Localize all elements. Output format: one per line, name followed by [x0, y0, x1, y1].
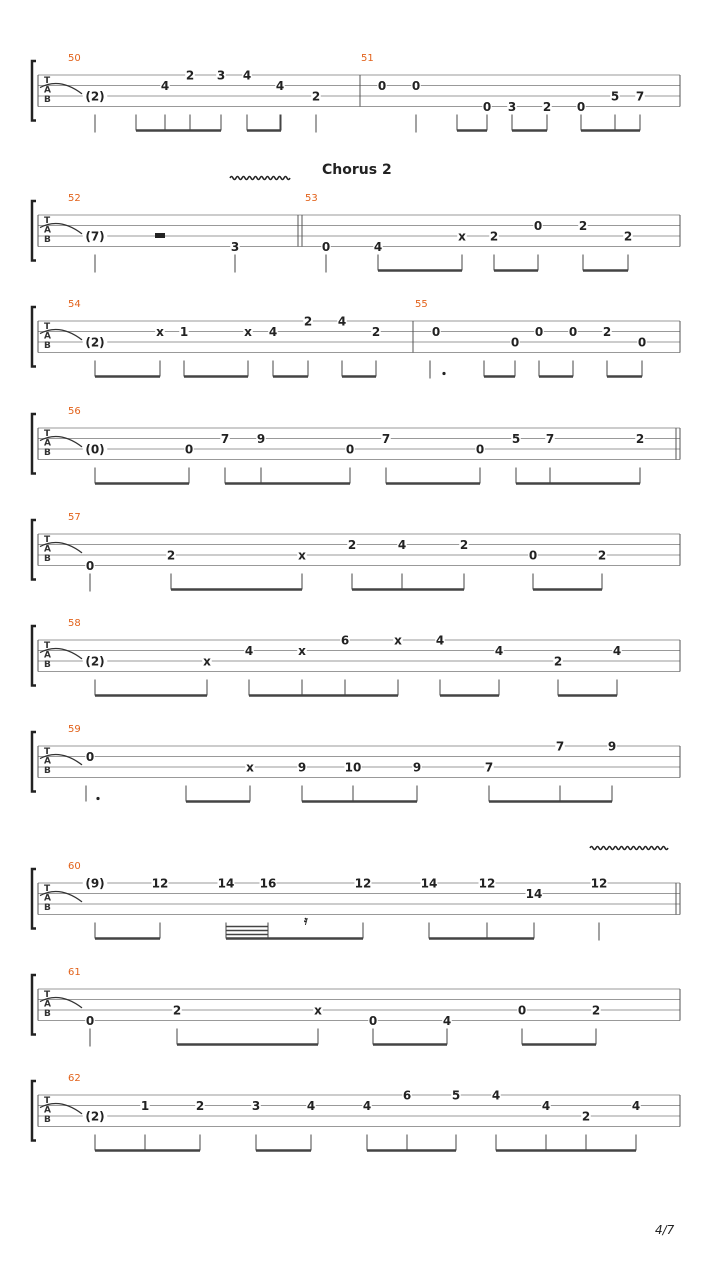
fret-number: 2 — [311, 89, 321, 104]
fret-number: 14 — [420, 876, 438, 891]
tab-clef-letter: B — [44, 1115, 51, 1125]
fret-number: 2 — [581, 1109, 591, 1124]
fret-number: 0 — [411, 79, 421, 93]
fret-number: 0 — [345, 442, 355, 457]
fret-number: x — [203, 654, 211, 669]
measure-number: 51 — [361, 53, 374, 64]
fret-number: 4 — [541, 1099, 551, 1113]
fret-number: 0 — [533, 219, 543, 233]
fret-number: 4 — [491, 1088, 501, 1103]
tab-clef-letter: B — [44, 554, 51, 564]
fret-number: 4 — [268, 325, 278, 339]
tab-clef-letter: B — [44, 235, 51, 245]
fret-number: 4 — [160, 79, 170, 93]
fret-number: 5 — [451, 1088, 461, 1103]
tab-clef-letter: A — [44, 756, 51, 767]
fret-number: 9 — [256, 432, 266, 446]
tab-clef-letter: A — [44, 999, 51, 1010]
system-bracket — [32, 869, 36, 929]
fret-number: 1 — [179, 325, 189, 339]
fret-number: 7 — [381, 432, 391, 446]
tab-clef-letter: B — [44, 1009, 51, 1019]
tab-clef-letter: A — [44, 544, 51, 555]
system-bracket — [32, 307, 36, 367]
tab-clef-letter: T — [44, 322, 51, 332]
fret-number: 4 — [337, 314, 347, 329]
fret-number: 2 — [578, 219, 588, 233]
rhythm-dot — [442, 372, 445, 375]
fret-number: 2 — [553, 654, 563, 669]
tab-clef-letter: B — [44, 341, 51, 351]
tab-clef-letter: T — [44, 747, 51, 757]
system-bracket — [32, 732, 36, 792]
fret-number: 9 — [412, 760, 422, 775]
fret-number: 4 — [244, 644, 254, 658]
fret-number: 0 — [517, 1003, 527, 1018]
fret-number: 0 — [528, 548, 538, 563]
fret-number: 4 — [242, 68, 252, 83]
fret-number: (2) — [85, 1109, 105, 1124]
fret-number: 0 — [431, 325, 441, 339]
vibrato-mark — [230, 177, 290, 180]
fret-number: 7 — [220, 432, 230, 446]
fret-number: 0 — [321, 240, 331, 254]
fret-number: 2 — [623, 229, 633, 244]
fret-number: 3 — [230, 240, 240, 254]
measure-number: 60 — [68, 861, 81, 872]
measure-number: 53 — [305, 193, 318, 204]
fret-number: 16 — [259, 876, 277, 891]
measure-number: 59 — [68, 724, 81, 735]
fret-number: x — [246, 760, 254, 775]
fret-number: 2 — [371, 325, 381, 339]
fret-number: 2 — [459, 538, 469, 552]
section-label-chorus-2: Chorus 2 — [322, 162, 392, 178]
tab-clef-letter: T — [44, 535, 51, 545]
fret-number: 2 — [347, 538, 357, 552]
system-bracket — [32, 1081, 36, 1141]
measure-number: 55 — [415, 299, 428, 310]
fret-number: 4 — [362, 1099, 372, 1113]
fret-number: 12 — [354, 876, 372, 891]
measure-number: 62 — [68, 1073, 81, 1084]
tab-clef-letter: A — [44, 893, 51, 904]
fret-number: 5 — [511, 432, 521, 446]
fret-number: x — [156, 325, 164, 339]
fret-number: 1 — [140, 1099, 150, 1113]
fret-number: 12 — [478, 876, 496, 891]
tab-clef-letter: A — [44, 1105, 51, 1116]
fret-number: (2) — [85, 654, 105, 669]
tab-clef-letter: B — [44, 766, 51, 776]
sixteenth-rest: 𝄿 — [304, 913, 308, 928]
fret-number: 7 — [555, 739, 565, 754]
fret-number: 9 — [297, 760, 307, 775]
fret-number: x — [394, 633, 402, 648]
fret-number: (2) — [85, 89, 105, 104]
fret-number: x — [298, 548, 306, 563]
fret-number: 6 — [340, 633, 350, 648]
tab-clef-letter: T — [44, 76, 51, 86]
fret-number: 4 — [306, 1099, 316, 1113]
fret-number: 4 — [631, 1099, 641, 1113]
fret-number: 3 — [251, 1099, 261, 1113]
tab-clef-letter: T — [44, 216, 51, 226]
tab-clef-letter: B — [44, 903, 51, 913]
fret-number: 0 — [85, 1014, 95, 1028]
vibrato-mark — [590, 847, 668, 850]
fret-number: x — [244, 325, 252, 339]
fret-number: 2 — [635, 432, 645, 446]
fret-number: 0 — [184, 442, 194, 457]
system-bracket — [32, 520, 36, 580]
measure-number: 50 — [68, 53, 81, 64]
tab-clef-letter: T — [44, 641, 51, 651]
fret-number: 0 — [482, 100, 492, 114]
fret-number: 0 — [576, 100, 586, 114]
fret-number: 2 — [542, 100, 552, 114]
fret-number: 2 — [172, 1003, 182, 1018]
fret-number: 7 — [545, 432, 555, 446]
fret-number: 2 — [185, 68, 195, 83]
tab-clef-letter: T — [44, 990, 51, 1000]
fret-number: x — [298, 644, 306, 658]
measure-number: 61 — [68, 967, 81, 978]
tab-clef-letter: T — [44, 429, 51, 439]
fret-number: (7) — [85, 229, 105, 244]
page-number: 4/7 — [655, 1223, 675, 1237]
fret-number: 2 — [489, 229, 499, 244]
tab-clef-letter: A — [44, 438, 51, 449]
half-rest — [155, 233, 165, 238]
fret-number: 2 — [602, 325, 612, 339]
measure-number: 57 — [68, 512, 81, 523]
fret-number: 4 — [494, 644, 504, 658]
fret-number: 2 — [166, 548, 176, 563]
tab-clef-letter: A — [44, 331, 51, 342]
system-bracket — [32, 61, 36, 121]
tab-clef-letter: T — [44, 884, 51, 894]
system-bracket — [32, 414, 36, 474]
fret-number: 0 — [510, 335, 520, 350]
fret-number: 14 — [217, 876, 235, 891]
fret-number: 4 — [275, 79, 285, 93]
fret-number: x — [458, 229, 466, 244]
system-bracket — [32, 975, 36, 1035]
measure-number: 54 — [68, 299, 81, 310]
fret-number: (0) — [85, 442, 105, 457]
fret-number: 3 — [216, 68, 226, 83]
fret-number: 4 — [442, 1014, 452, 1028]
tab-clef-letter: B — [44, 448, 51, 458]
fret-number: 0 — [377, 79, 387, 93]
fret-number: 2 — [303, 314, 313, 329]
fret-number: 4 — [435, 633, 445, 648]
fret-number: 0 — [568, 325, 578, 339]
fret-number: 0 — [637, 335, 647, 350]
fret-number: 6 — [402, 1088, 412, 1103]
fret-number: 9 — [607, 739, 617, 754]
fret-number: 0 — [475, 442, 485, 457]
tab-clef-letter: A — [44, 85, 51, 96]
fret-number: 0 — [85, 750, 95, 764]
tab-clef-letter: A — [44, 650, 51, 661]
rhythm-dot — [96, 797, 99, 800]
measure-number: 56 — [68, 406, 81, 417]
fret-number: 0 — [368, 1014, 378, 1028]
fret-number: 7 — [635, 89, 645, 104]
fret-number: 4 — [397, 538, 407, 552]
fret-number: x — [314, 1003, 322, 1018]
fret-number: 2 — [195, 1099, 205, 1113]
fret-number: (9) — [85, 876, 105, 891]
fret-number: 4 — [373, 240, 383, 254]
measure-number: 58 — [68, 618, 81, 629]
tab-clef-letter: B — [44, 95, 51, 105]
fret-number: 12 — [590, 876, 608, 891]
fret-number: 7 — [484, 760, 494, 775]
tab-clef-letter: A — [44, 225, 51, 236]
fret-number: 0 — [534, 325, 544, 339]
measure-number: 52 — [68, 193, 81, 204]
fret-number: 4 — [612, 644, 622, 658]
fret-number: 2 — [597, 548, 607, 563]
tab-clef-letter: T — [44, 1096, 51, 1106]
tab-clef-letter: B — [44, 660, 51, 670]
fret-number: (2) — [85, 335, 105, 350]
fret-number: 14 — [525, 887, 543, 901]
fret-number: 0 — [85, 559, 95, 573]
fret-number: 2 — [591, 1003, 601, 1018]
system-bracket — [32, 201, 36, 261]
system-bracket — [32, 626, 36, 686]
fret-number: 3 — [507, 100, 517, 114]
fret-number: 10 — [344, 760, 362, 775]
fret-number: 12 — [151, 876, 169, 891]
fret-number: 5 — [610, 89, 620, 104]
